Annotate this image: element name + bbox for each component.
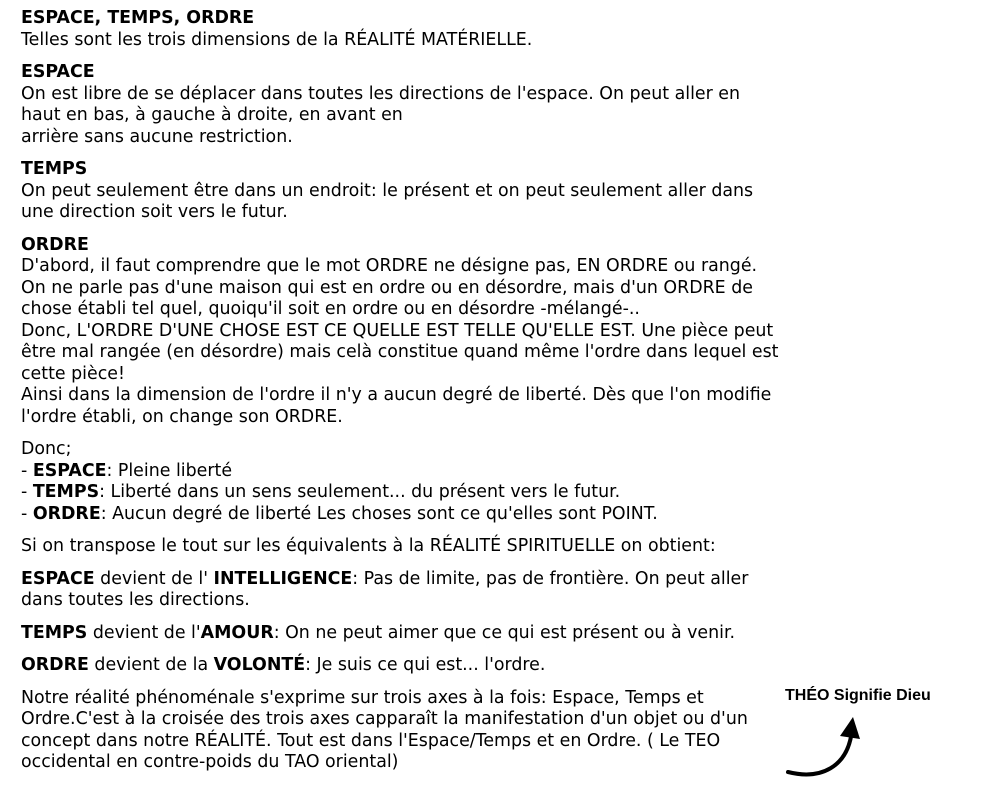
summary-item [21,482,856,504]
equiv-term2: INTELLIGENCE [213,568,353,589]
paragraph-line: On peut seulement être dans un endroit: le présent et on peut seulement aller dans [21,180,754,201]
paragraph-line: cette pièce! [21,363,125,384]
document-body [21,8,856,785]
equivalence-line [21,569,856,591]
closing-paragraph [21,688,856,774]
temps-section [21,159,856,224]
summary-term: ESPACE [32,460,107,481]
espace-section [21,62,856,148]
curved-arrow-icon [780,712,860,782]
temps-heading: TEMPS [21,159,88,179]
paragraph-line: Ordre.C'est à la croisée des trois axes capparaît la manifestation d'un objet ou d'un [21,709,748,729]
paragraph-line: Donc, L'ORDRE D'UNE CHOSE EST CE QUELLE EST TELLE QU'ELLE EST. Une pièce peut [21,320,774,341]
equivalence-volonte [21,655,856,677]
title-heading: ESPACE, TEMPS, ORDRE [21,8,255,28]
equivalence-intelligence [21,569,856,612]
equivalence-line [21,655,856,677]
summary-section [21,439,856,525]
equivalence-line: dans toutes les directions. [21,590,250,610]
transpose-paragraph [21,536,856,558]
paragraph-line: Ainsi dans la dimension de l'ordre il n'y a aucun degré de liberté. Dès que l'on modifie [21,385,772,405]
paragraph-line: l'ordre établi, on change son ORDRE. [21,406,343,427]
paragraph-line: chose établi tel quel, quoiqu'il soit en ordre ou en désordre -mélangé-.. [21,299,640,319]
equiv-mid: devient de l' [94,568,214,589]
paragraph-line: une direction soit vers le futur. [21,202,288,222]
paragraph-line: haut en bas, à gauche à droite, en avant en [21,105,403,125]
paragraph-line: être mal rangée (en désordre) mais celà constitue quand même l'ordre dans lequel est [21,342,779,362]
equiv-term: TEMPS [21,622,88,643]
equiv-mid: devient de l' [87,622,201,643]
summary-dash: - [21,482,33,502]
espace-heading: ESPACE [21,62,95,82]
equiv-rest: : Pas de limite, pas de frontière. On peut aller [352,568,749,589]
ordre-section [21,235,856,429]
equiv-mid: devient de la [88,655,214,675]
paragraph-line: Notre réalité phénoménale s'exprime sur trois axes à la fois: Espace, Temps et [21,687,704,708]
summary-term: TEMPS [32,482,100,502]
paragraph-line: On ne parle pas d'une maison qui est en ordre ou en désordre, mais d'un ORDRE de [21,277,753,298]
equivalence-amour [21,623,856,645]
paragraph-line: arrière sans aucune restriction. [21,126,293,147]
summary-item [21,461,856,483]
equivalence-line [21,623,856,645]
summary-text: : Pleine liberté [106,460,233,481]
theo-annotation-label: THÉO Signifie Dieu [785,687,931,704]
paragraph-line: On est libre de se déplacer dans toutes les directions de l'espace. On peut aller en [21,83,741,104]
summary-text: : Aucun degré de liberté Les choses sont ce qu'elles sont POINT. [100,503,658,524]
summary-text: : Liberté dans un sens seulement... du présent vers le futur. [99,482,621,502]
equiv-term: ORDRE [21,655,89,675]
title-subline: Telles sont les trois dimensions de la RÉALITÉ MATÉRIELLE. [21,29,533,50]
paragraph-line: D'abord, il faut comprendre que le mot ORDRE ne désigne pas, EN ORDRE ou rangé. [21,256,758,276]
paragraph-line: concept dans notre RÉALITÉ. Tout est dans l'Espace/Temps et en Ordre. ( Le TEO [21,730,721,751]
summary-dash: - [21,503,33,524]
equiv-term2: VOLONTÉ [213,655,306,675]
summary-item [21,504,856,526]
equiv-term: ESPACE [21,568,95,589]
transpose-line: Si on transpose le tout sur les équivalents à la RÉALITÉ SPIRITUELLE on obtient: [21,536,716,556]
summary-term: ORDRE [32,503,101,524]
equiv-rest: : On ne peut aimer que ce qui est présent ou à venir. [273,622,736,643]
title-section [21,8,856,51]
summary-intro: Donc; [21,439,72,459]
equiv-rest: : Je suis ce qui est... l'ordre. [305,655,546,675]
paragraph-line: occidental en contre-poids du TAO oriental) [21,752,399,772]
equiv-term2: AMOUR [200,622,274,643]
ordre-heading: ORDRE [21,234,89,255]
summary-dash: - [21,460,33,481]
